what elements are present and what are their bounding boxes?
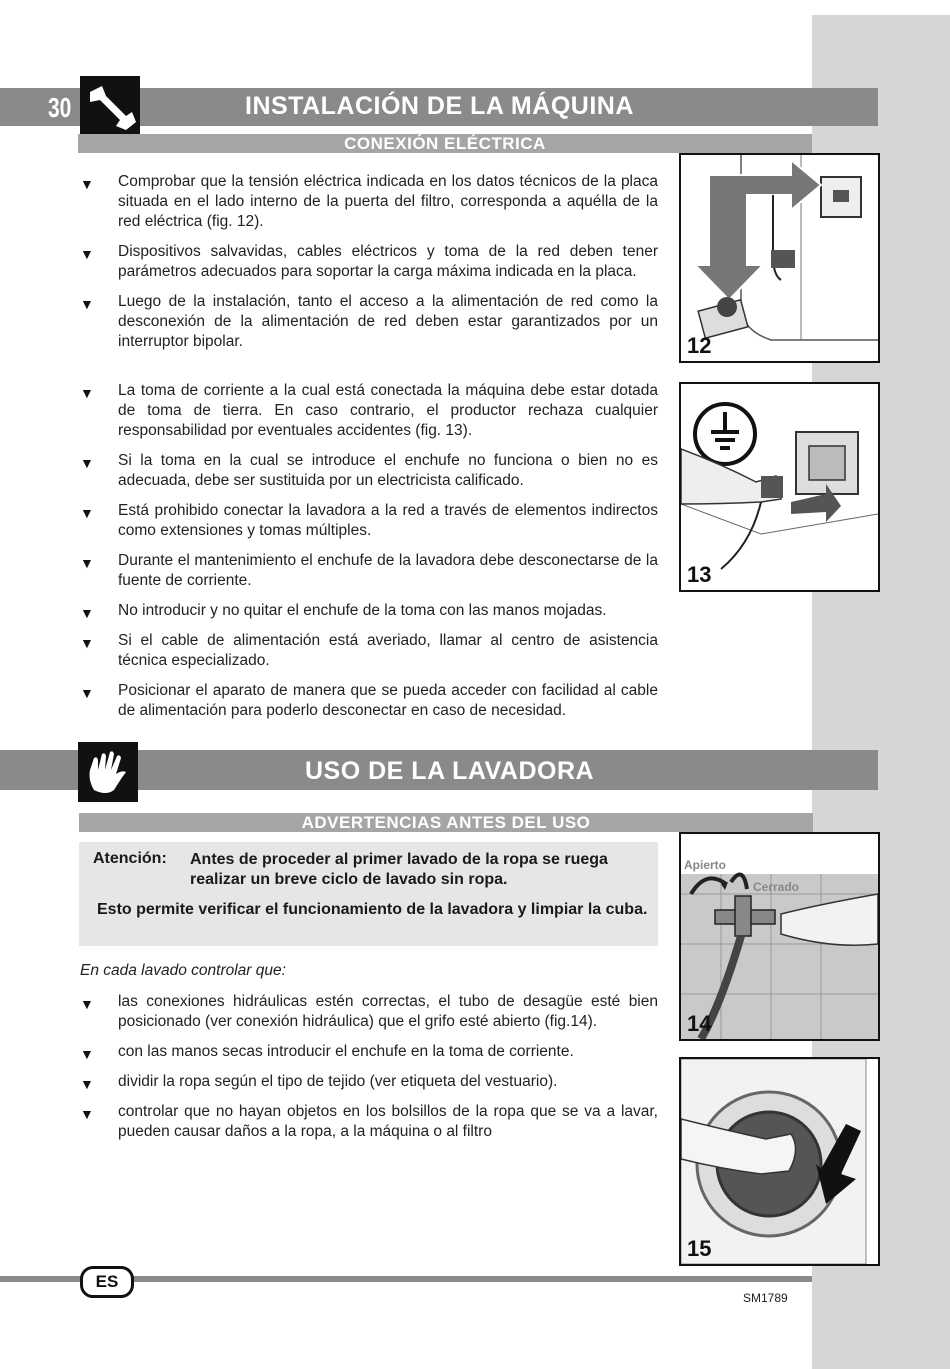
machine-door-illustration: [681, 1059, 878, 1264]
section-title: USO DE LA LAVADORA: [305, 757, 595, 785]
list-item: ▼ Está prohibido conectar la lavadora a la red a través de elementos indirectos como extensiones y tomas múltiples.: [80, 502, 658, 539]
list-item: ▼ Comprobar que la tensión eléctrica indicada en los datos técnicos de la placa situada en el lado interno de la puerta del filtro, corresponda a aquélla de la red eléctrica (fig. 12).: [80, 173, 658, 230]
bullet-icon: ▼: [80, 635, 94, 651]
page-number: 30: [48, 92, 72, 123]
list-item: ▼ Dispositivos salvavidas, cables eléctricos y toma de la red deben tener parámetros adecuados para soportar la carga máxima indicada en la placa.: [80, 243, 658, 280]
tap-closed-label: Cerrado: [753, 880, 800, 894]
bullet-icon: ▼: [80, 505, 94, 521]
bullet-icon: ▼: [80, 1046, 94, 1062]
list-item: ▼ controlar que no hayan objetos en los bolsillos de la ropa que se va a lavar, pueden causar daños a la ropa, a la máquina o al filtro: [80, 1103, 658, 1140]
language-badge: ES: [80, 1266, 134, 1298]
figure-13: [679, 382, 880, 592]
figure-12: [679, 153, 880, 363]
machine-socket-illustration: [681, 155, 878, 361]
list-item: ▼ con las manos secas introducir el enchufe en la toma de corriente.: [80, 1043, 574, 1062]
wrench-icon: [80, 76, 140, 136]
list-item: ▼ Durante el mantenimiento el enchufe de la lavadora debe desconectarse de la fuente de corriente.: [80, 552, 658, 589]
list-item: ▼ Si el cable de alimentación está averiado, llamar al centro de asistencia técnica especializado.: [80, 632, 658, 669]
document-code: SM1789: [743, 1291, 788, 1305]
figure-number: 15: [687, 1236, 712, 1261]
list-item: ▼ No introducir y no quitar el enchufe de la toma con las manos mojadas.: [80, 602, 607, 621]
section-title: INSTALACIÓN DE LA MÁQUINA: [245, 92, 634, 120]
bullet-icon: ▼: [80, 996, 94, 1012]
list-item: ▼ Luego de la instalación, tanto el acceso a la alimentación de red como la desconexión de la alimentación de red deben estar garantizados por un interruptor bipolar.: [80, 293, 658, 350]
note-label: Atención:: [93, 850, 167, 867]
bullet-icon: ▼: [80, 1076, 94, 1092]
figure-14: [679, 832, 880, 1041]
figure-number: 13: [687, 562, 712, 587]
grounded-socket-illustration: [681, 384, 878, 590]
tap-open-label: Apierto: [684, 858, 726, 872]
hand-icon: [78, 742, 138, 802]
section-subtitle: ADVERTENCIAS ANTES DEL USO: [79, 813, 813, 832]
bullet-list: [80, 992, 658, 1142]
bullet-icon: ▼: [80, 296, 94, 312]
bullet-list: [80, 172, 658, 352]
list-item: ▼ las conexiones hidráulicas estén correctas, el tubo de desagüe esté bien posicionado (ver conexión hidráulica) que el grifo esté abierto (fig.14).: [80, 993, 658, 1030]
list-item: ▼ dividir la ropa según el tipo de tejido (ver etiqueta del vestuario).: [80, 1073, 558, 1092]
list-item: ▼ Posicionar el aparato de manera que se pueda acceder con facilidad al cable de alimentación para poderlo desconectar en caso de necesidad.: [80, 682, 658, 719]
section-subtitle: CONEXIÓN ELÉCTRICA: [78, 134, 812, 153]
bullet-icon: ▼: [80, 176, 94, 192]
figure-number: 14: [687, 1011, 712, 1036]
attention-note: [79, 842, 658, 946]
list-item: ▼ La toma de corriente a la cual está conectada la máquina debe estar dotada de toma de tierra. En caso contrario, el productor rechaza cualquier responsabilidad por eventuales accidentes (fig. 13).: [80, 382, 658, 439]
checklist-intro: En cada lavado controlar que:: [80, 962, 286, 979]
bullet-list: [80, 381, 658, 721]
figure-number: 12: [687, 333, 712, 358]
bullet-icon: ▼: [80, 455, 94, 471]
bullet-icon: ▼: [80, 555, 94, 571]
bullet-icon: ▼: [80, 385, 94, 401]
list-item: ▼ Si la toma en la cual se introduce el enchufe no funciona o bien no es adecuada, debe ser sustituida por un electricista calificado.: [80, 452, 658, 489]
bullet-icon: ▼: [80, 685, 94, 701]
figure-15: [679, 1057, 880, 1266]
bullet-icon: ▼: [80, 605, 94, 621]
bullet-icon: ▼: [80, 246, 94, 262]
note-text: Esto permite verificar el funcionamiento de la lavadora y limpiar la cuba.: [97, 901, 648, 918]
note-text: Antes de proceder al primer lavado de la ropa se ruega realizar un breve ciclo de lavado sin ropa.: [190, 851, 608, 888]
bullet-icon: ▼: [80, 1106, 94, 1122]
